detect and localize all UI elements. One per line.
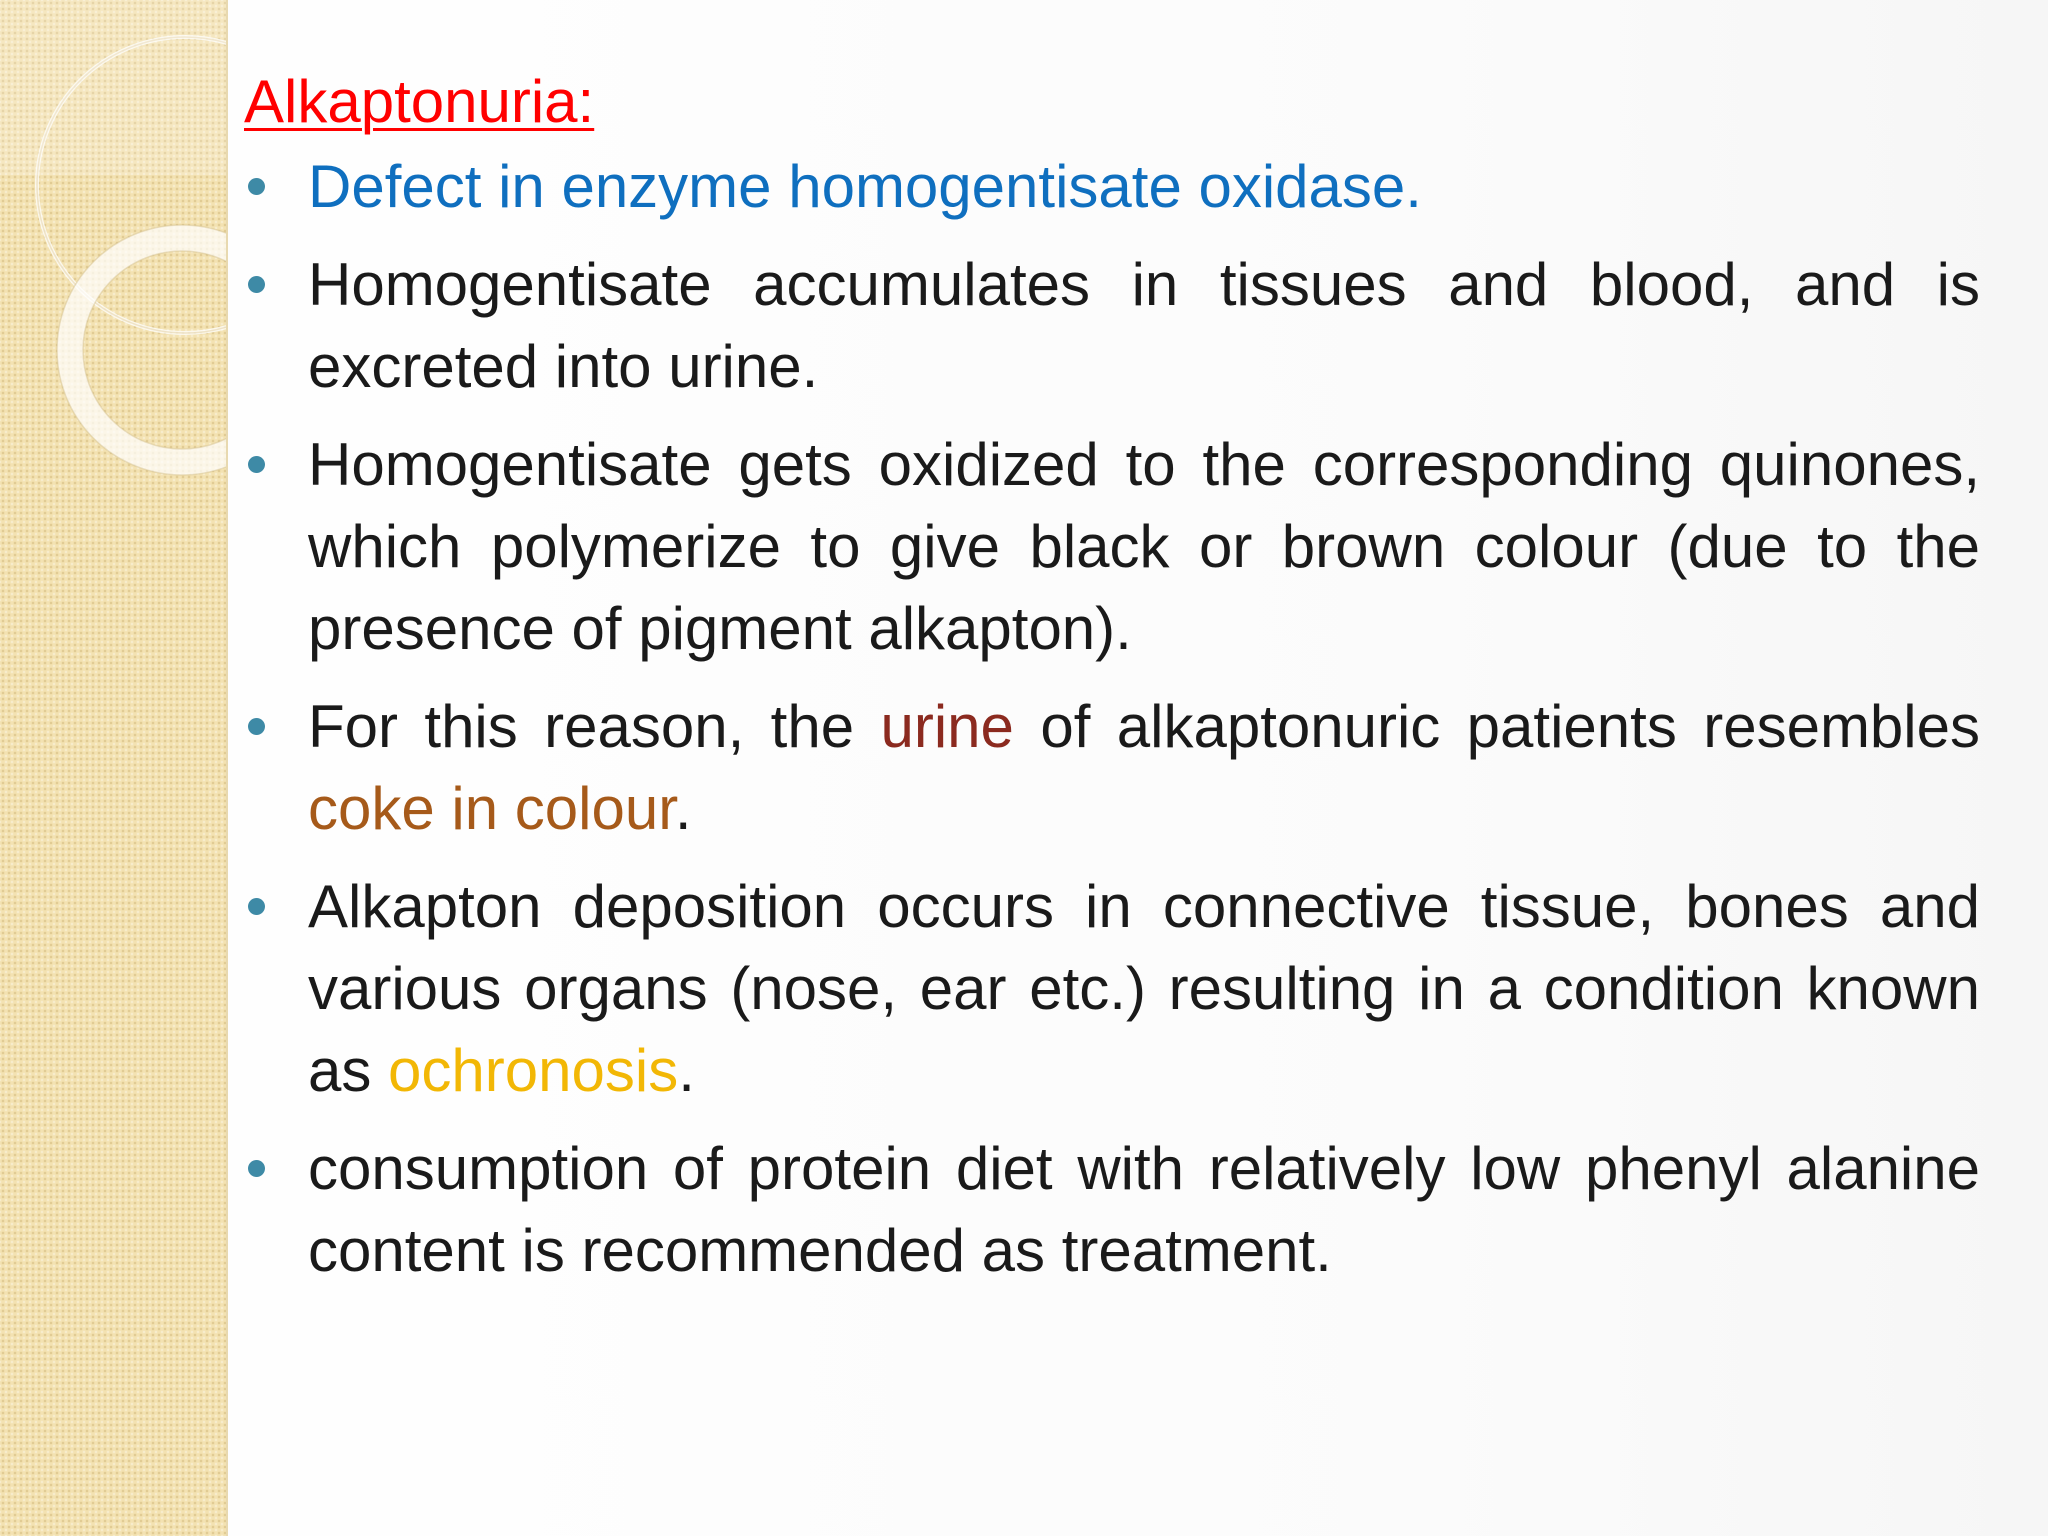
bullet-dot-icon — [248, 898, 265, 915]
bullet-dot-icon — [248, 1160, 265, 1177]
bullet-text: . — [678, 1037, 695, 1104]
bullet-dot-icon — [248, 718, 265, 735]
bullet-text: consumption of protein diet with relatively low phenyl alanine content is recommended as treatment. — [308, 1135, 1980, 1284]
bullet-item — [244, 866, 1980, 1112]
bullet-item — [244, 424, 1980, 670]
bullet-text: Defect in enzyme homogentisate oxidase. — [308, 153, 1422, 220]
bullet-dot-icon — [248, 276, 265, 293]
bullet-dot-icon — [248, 178, 265, 195]
bullet-list — [244, 146, 1980, 1292]
bullet-text: . — [674, 775, 692, 842]
bullet-text: Homogentisate gets oxidized to the corresponding quinones, which polymerize to give black or brown colour (due to the presence of pigment alkapton). — [308, 431, 1980, 662]
bullet-text: Homogentisate accumulates in tissues and blood, and is excreted into urine. — [308, 251, 1980, 400]
bullet-item — [244, 146, 1980, 228]
bullet-text: urine — [880, 693, 1014, 760]
bullet-text: ochronosis — [388, 1037, 679, 1104]
bullet-text: coke in colour — [308, 775, 675, 842]
bullet-text: For this reason, the — [308, 693, 881, 760]
bullet-text: of alkaptonuric patients resembles — [1013, 693, 1980, 760]
ring-decoration-icon — [0, 0, 226, 520]
bullet-text: Alkapton deposition occurs in connective tissue, bones and various organs (nose, ear etc.) resulting in a condition known as — [308, 873, 1980, 1104]
bullet-item — [244, 1128, 1980, 1292]
slide-title: Alkaptonuria: — [244, 68, 595, 135]
bullet-item — [244, 686, 1980, 850]
bullet-item — [244, 244, 1980, 408]
slide-content — [244, 62, 1980, 1308]
bullet-dot-icon — [248, 456, 265, 473]
side-band — [0, 0, 228, 1536]
